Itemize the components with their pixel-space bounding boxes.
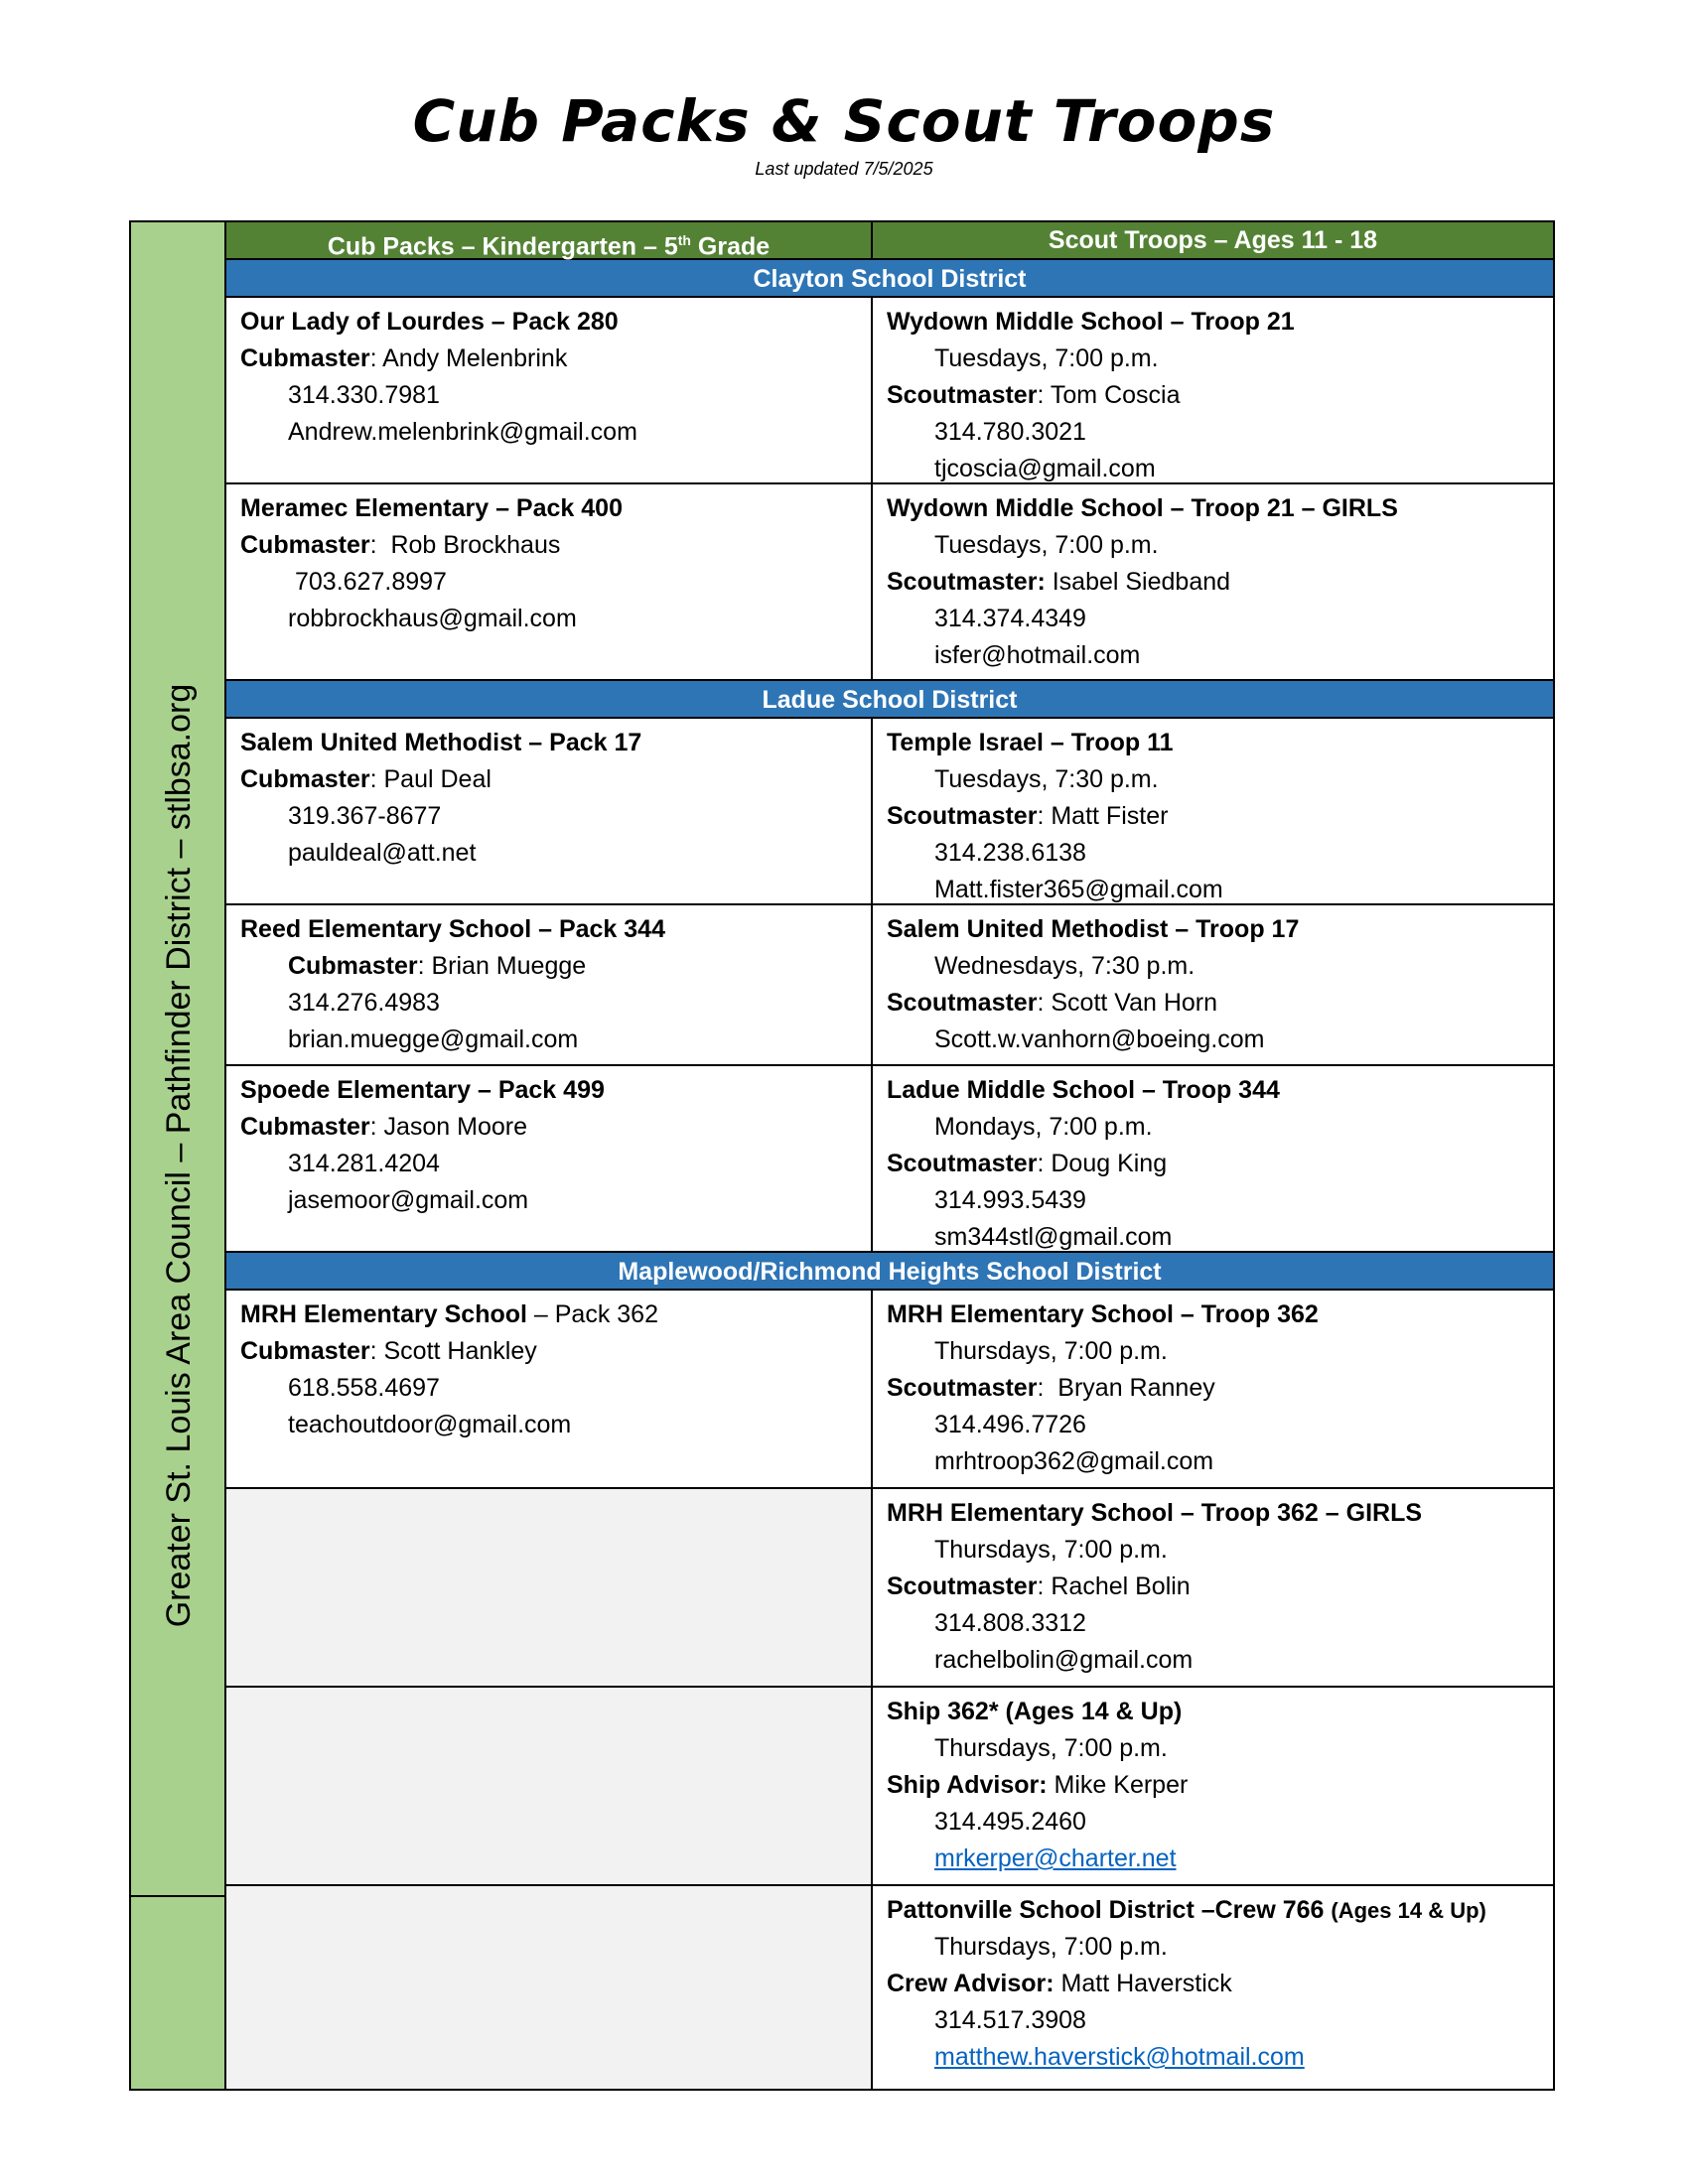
email: isfer@hotmail.com	[934, 641, 1141, 669]
email: robbrockhaus@gmail.com	[288, 605, 577, 632]
unit-name: Our Lady of Lourdes – Pack 280	[240, 308, 619, 336]
district-header-clayton: Clayton School District	[226, 260, 1553, 298]
unit-name: MRH Elementary School – Troop 362 – GIRLS	[887, 1499, 1423, 1527]
sidebar-divider	[131, 1895, 226, 1897]
troop-cell: MRH Elementary School – Troop 362 – GIRLS Thursdays, 7:00 p.m. Scoutmaster: Rachel Bolin 314.808.3312 rachelbolin@gmail.com	[873, 1489, 1553, 1686]
role-label: Ship Advisor:	[887, 1771, 1048, 1799]
cub-packs-header: Cub Packs – Kindergarten – 5th Grade	[226, 222, 873, 258]
troop-cell	[873, 484, 1553, 679]
last-updated: Last updated 7/5/2025	[755, 159, 933, 179]
phone: 319.367-8677	[288, 802, 442, 830]
leader-name: Rob Brockhaus	[390, 531, 561, 559]
leader-name: Paul Deal	[383, 765, 492, 793]
role-label: Cubmaster	[240, 765, 370, 793]
pack-cell: MRH Elementary School – Pack 362 Cubmaster: Scott Hankley 618.558.4697 teachoutdoor@gmail.com	[226, 1291, 873, 1487]
email: pauldeal@att.net	[288, 839, 477, 867]
meeting-time: Wednesdays, 7:30 p.m.	[934, 952, 1196, 980]
pack-cell: Spoede Elementary – Pack 499 Cubmaster: Jason Moore 314.281.4204 jasemoor@gmail.com	[226, 1066, 873, 1251]
role-label: Cubmaster	[240, 531, 370, 559]
unit-name: MRH Elementary School	[240, 1300, 527, 1328]
listing-table	[129, 220, 1555, 2091]
table-row	[226, 298, 1553, 484]
table-row	[226, 1489, 1553, 1688]
leader-name: Isabel Siedband	[1052, 568, 1231, 596]
email: teachoutdoor@gmail.com	[288, 1411, 572, 1438]
unit-name: Wydown Middle School – Troop 21	[887, 308, 1295, 336]
table-row	[226, 1291, 1553, 1489]
phone: 314.496.7726	[934, 1411, 1086, 1438]
email-link[interactable]: mrkerper@charter.net	[934, 1844, 1177, 1872]
email: jasemoor@gmail.com	[288, 1186, 529, 1214]
role-label: Scoutmaster	[887, 381, 1038, 409]
phone: 703.627.8997	[295, 568, 447, 596]
page-title: Cub Packs & Scout Troops	[412, 87, 1276, 155]
unit-number: – Pack 362	[526, 1300, 658, 1328]
leader-name: Scott Hankley	[383, 1337, 537, 1365]
unit-name: Reed Elementary School – Pack 344	[240, 915, 665, 943]
table-row	[226, 1688, 1553, 1886]
district-header-ladue: Ladue School District	[226, 681, 1553, 719]
age-note: (Ages 14 & Up)	[1331, 1898, 1486, 1923]
role-label: Cubmaster	[240, 344, 370, 372]
phone: 314.517.3908	[934, 2006, 1086, 2034]
role-label: Cubmaster	[240, 1113, 370, 1141]
unit-name: Ship 362* (Ages 14 & Up)	[887, 1698, 1183, 1725]
role-label: Scoutmaster	[887, 1150, 1038, 1177]
email: mrhtroop362@gmail.com	[934, 1447, 1214, 1475]
leader-name: Matt Fister	[1051, 802, 1169, 830]
table-row	[226, 1066, 1553, 1253]
troop-cell	[873, 1688, 1553, 1884]
phone: 314.276.4983	[288, 989, 440, 1017]
pack-cell: Meramec Elementary – Pack 400 Cubmaster: Rob Brockhaus 703.627.8997 robbrockhaus@gmail.com	[226, 484, 873, 679]
empty-pack-cell	[226, 1489, 873, 1686]
leader-name: Scott Van Horn	[1051, 989, 1218, 1017]
email: tjcoscia@gmail.com	[934, 455, 1156, 482]
email: brian.muegge@gmail.com	[288, 1025, 579, 1053]
table-row	[226, 1886, 1553, 2089]
empty-pack-cell	[226, 1886, 873, 2089]
meeting-time: Tuesdays, 7:00 p.m.	[934, 531, 1159, 559]
unit-name: Spoede Elementary – Pack 499	[240, 1076, 605, 1104]
troop-cell: Ladue Middle School – Troop 344 Mondays, 7:00 p.m. Scoutmaster: Doug King 314.993.5439 sm344stl@gmail.com	[873, 1066, 1553, 1251]
meeting-time: Thursdays, 7:00 p.m.	[934, 1337, 1168, 1365]
phone: 314.993.5439	[934, 1186, 1086, 1214]
email: Scott.w.vanhorn@boeing.com	[934, 1025, 1265, 1053]
phone: 314.495.2460	[934, 1808, 1086, 1836]
role-label: Scoutmaster	[887, 802, 1038, 830]
sidebar-text: Greater St. Louis Area Council – Pathfinder District – stlbsa.org	[160, 683, 198, 1628]
role-label: Cubmaster	[240, 1337, 370, 1365]
leader-name: Andy Melenbrink	[382, 344, 568, 372]
email: Andrew.melenbrink@gmail.com	[288, 418, 637, 446]
phone: 618.558.4697	[288, 1374, 440, 1402]
leader-name: Brian Muegge	[431, 952, 587, 980]
leader-name: Tom Coscia	[1050, 381, 1181, 409]
leader-name: Mike Kerper	[1054, 1771, 1189, 1799]
pack-cell: Reed Elementary School – Pack 344 Cubmaster: Brian Muegge 314.276.4983 brian.muegge@gmail.com	[226, 905, 873, 1064]
phone: 314.374.4349	[934, 605, 1086, 632]
troop-cell: MRH Elementary School – Troop 362 Thursdays, 7:00 p.m. Scoutmaster: Bryan Ranney 314.496.7726 mrhtroop362@gmail.com	[873, 1291, 1553, 1487]
meeting-time: Tuesdays, 7:00 p.m.	[934, 344, 1159, 372]
leader-name: Doug King	[1051, 1150, 1168, 1177]
unit-name: MRH Elementary School – Troop 362	[887, 1300, 1319, 1328]
unit-name: Wydown Middle School – Troop 21 – GIRLS	[887, 494, 1398, 522]
column-header-row	[226, 222, 1553, 260]
phone: 314.780.3021	[934, 418, 1086, 446]
meeting-time: Mondays, 7:00 p.m.	[934, 1113, 1153, 1141]
pack-cell: Salem United Methodist – Pack 17 Cubmaster: Paul Deal 319.367-8677 pauldeal@att.net	[226, 719, 873, 903]
leader-name: Matt Haverstick	[1060, 1970, 1232, 1997]
table-row	[226, 719, 1553, 905]
leader-name: Jason Moore	[383, 1113, 528, 1141]
phone: 314.238.6138	[934, 839, 1086, 867]
troop-cell: Wydown Middle School – Troop 21 Tuesdays, 7:00 p.m. Scoutmaster: Tom Coscia 314.780.3021 tjcoscia@gmail.com	[873, 298, 1553, 482]
table-row	[226, 484, 1553, 681]
meeting-time: Thursdays, 7:00 p.m.	[934, 1933, 1168, 1961]
meeting-time: Tuesdays, 7:30 p.m.	[934, 765, 1159, 793]
role-label: Cubmaster	[288, 952, 418, 980]
unit-name: Pattonville School District –Crew 766	[887, 1896, 1325, 1924]
email: Matt.fister365@gmail.com	[934, 876, 1223, 903]
troop-cell: Salem United Methodist – Troop 17 Wednesdays, 7:30 p.m. Scoutmaster: Scott Van Horn Scott.w.vanhorn@boeing.com	[873, 905, 1553, 1064]
sidebar	[131, 222, 226, 2089]
email: rachelbolin@gmail.com	[934, 1646, 1194, 1674]
leader-name: Bryan Ranney	[1057, 1374, 1215, 1402]
role-label: Scoutmaster	[887, 1374, 1038, 1402]
troop-cell: Temple Israel – Troop 11 Tuesdays, 7:30 p.m. Scoutmaster: Matt Fister 314.238.6138 Matt.fister365@gmail.com	[873, 719, 1553, 903]
troop-cell	[873, 1886, 1553, 2089]
pack-cell: Our Lady of Lourdes – Pack 280 Cubmaster: Andy Melenbrink 314.330.7981 Andrew.melenbrink@gmail.com	[226, 298, 873, 482]
email-link[interactable]: matthew.haverstick@hotmail.com	[934, 2043, 1305, 2071]
phone: 314.281.4204	[288, 1150, 440, 1177]
unit-name: Salem United Methodist – Troop 17	[887, 915, 1300, 943]
role-label: Crew Advisor:	[887, 1970, 1055, 1997]
unit-name: Temple Israel – Troop 11	[887, 729, 1174, 756]
email: sm344stl@gmail.com	[934, 1223, 1173, 1251]
role-label: Scoutmaster:	[887, 568, 1046, 596]
empty-pack-cell	[226, 1688, 873, 1884]
unit-name: Salem United Methodist – Pack 17	[240, 729, 642, 756]
phone: 314.808.3312	[934, 1609, 1086, 1637]
unit-name: Meramec Elementary – Pack 400	[240, 494, 623, 522]
unit-name: Ladue Middle School – Troop 344	[887, 1076, 1280, 1104]
table-row	[226, 905, 1553, 1066]
role-label: Scoutmaster	[887, 989, 1038, 1017]
meeting-time: Thursdays, 7:00 p.m.	[934, 1734, 1168, 1762]
phone: 314.330.7981	[288, 381, 440, 409]
district-header-mrh: Maplewood/Richmond Heights School District	[226, 1253, 1553, 1291]
leader-name: Rachel Bolin	[1051, 1572, 1191, 1600]
meeting-time: Thursdays, 7:00 p.m.	[934, 1536, 1168, 1564]
role-label: Scoutmaster	[887, 1572, 1038, 1600]
scout-troops-header: Scout Troops – Ages 11 - 18	[1048, 226, 1378, 254]
